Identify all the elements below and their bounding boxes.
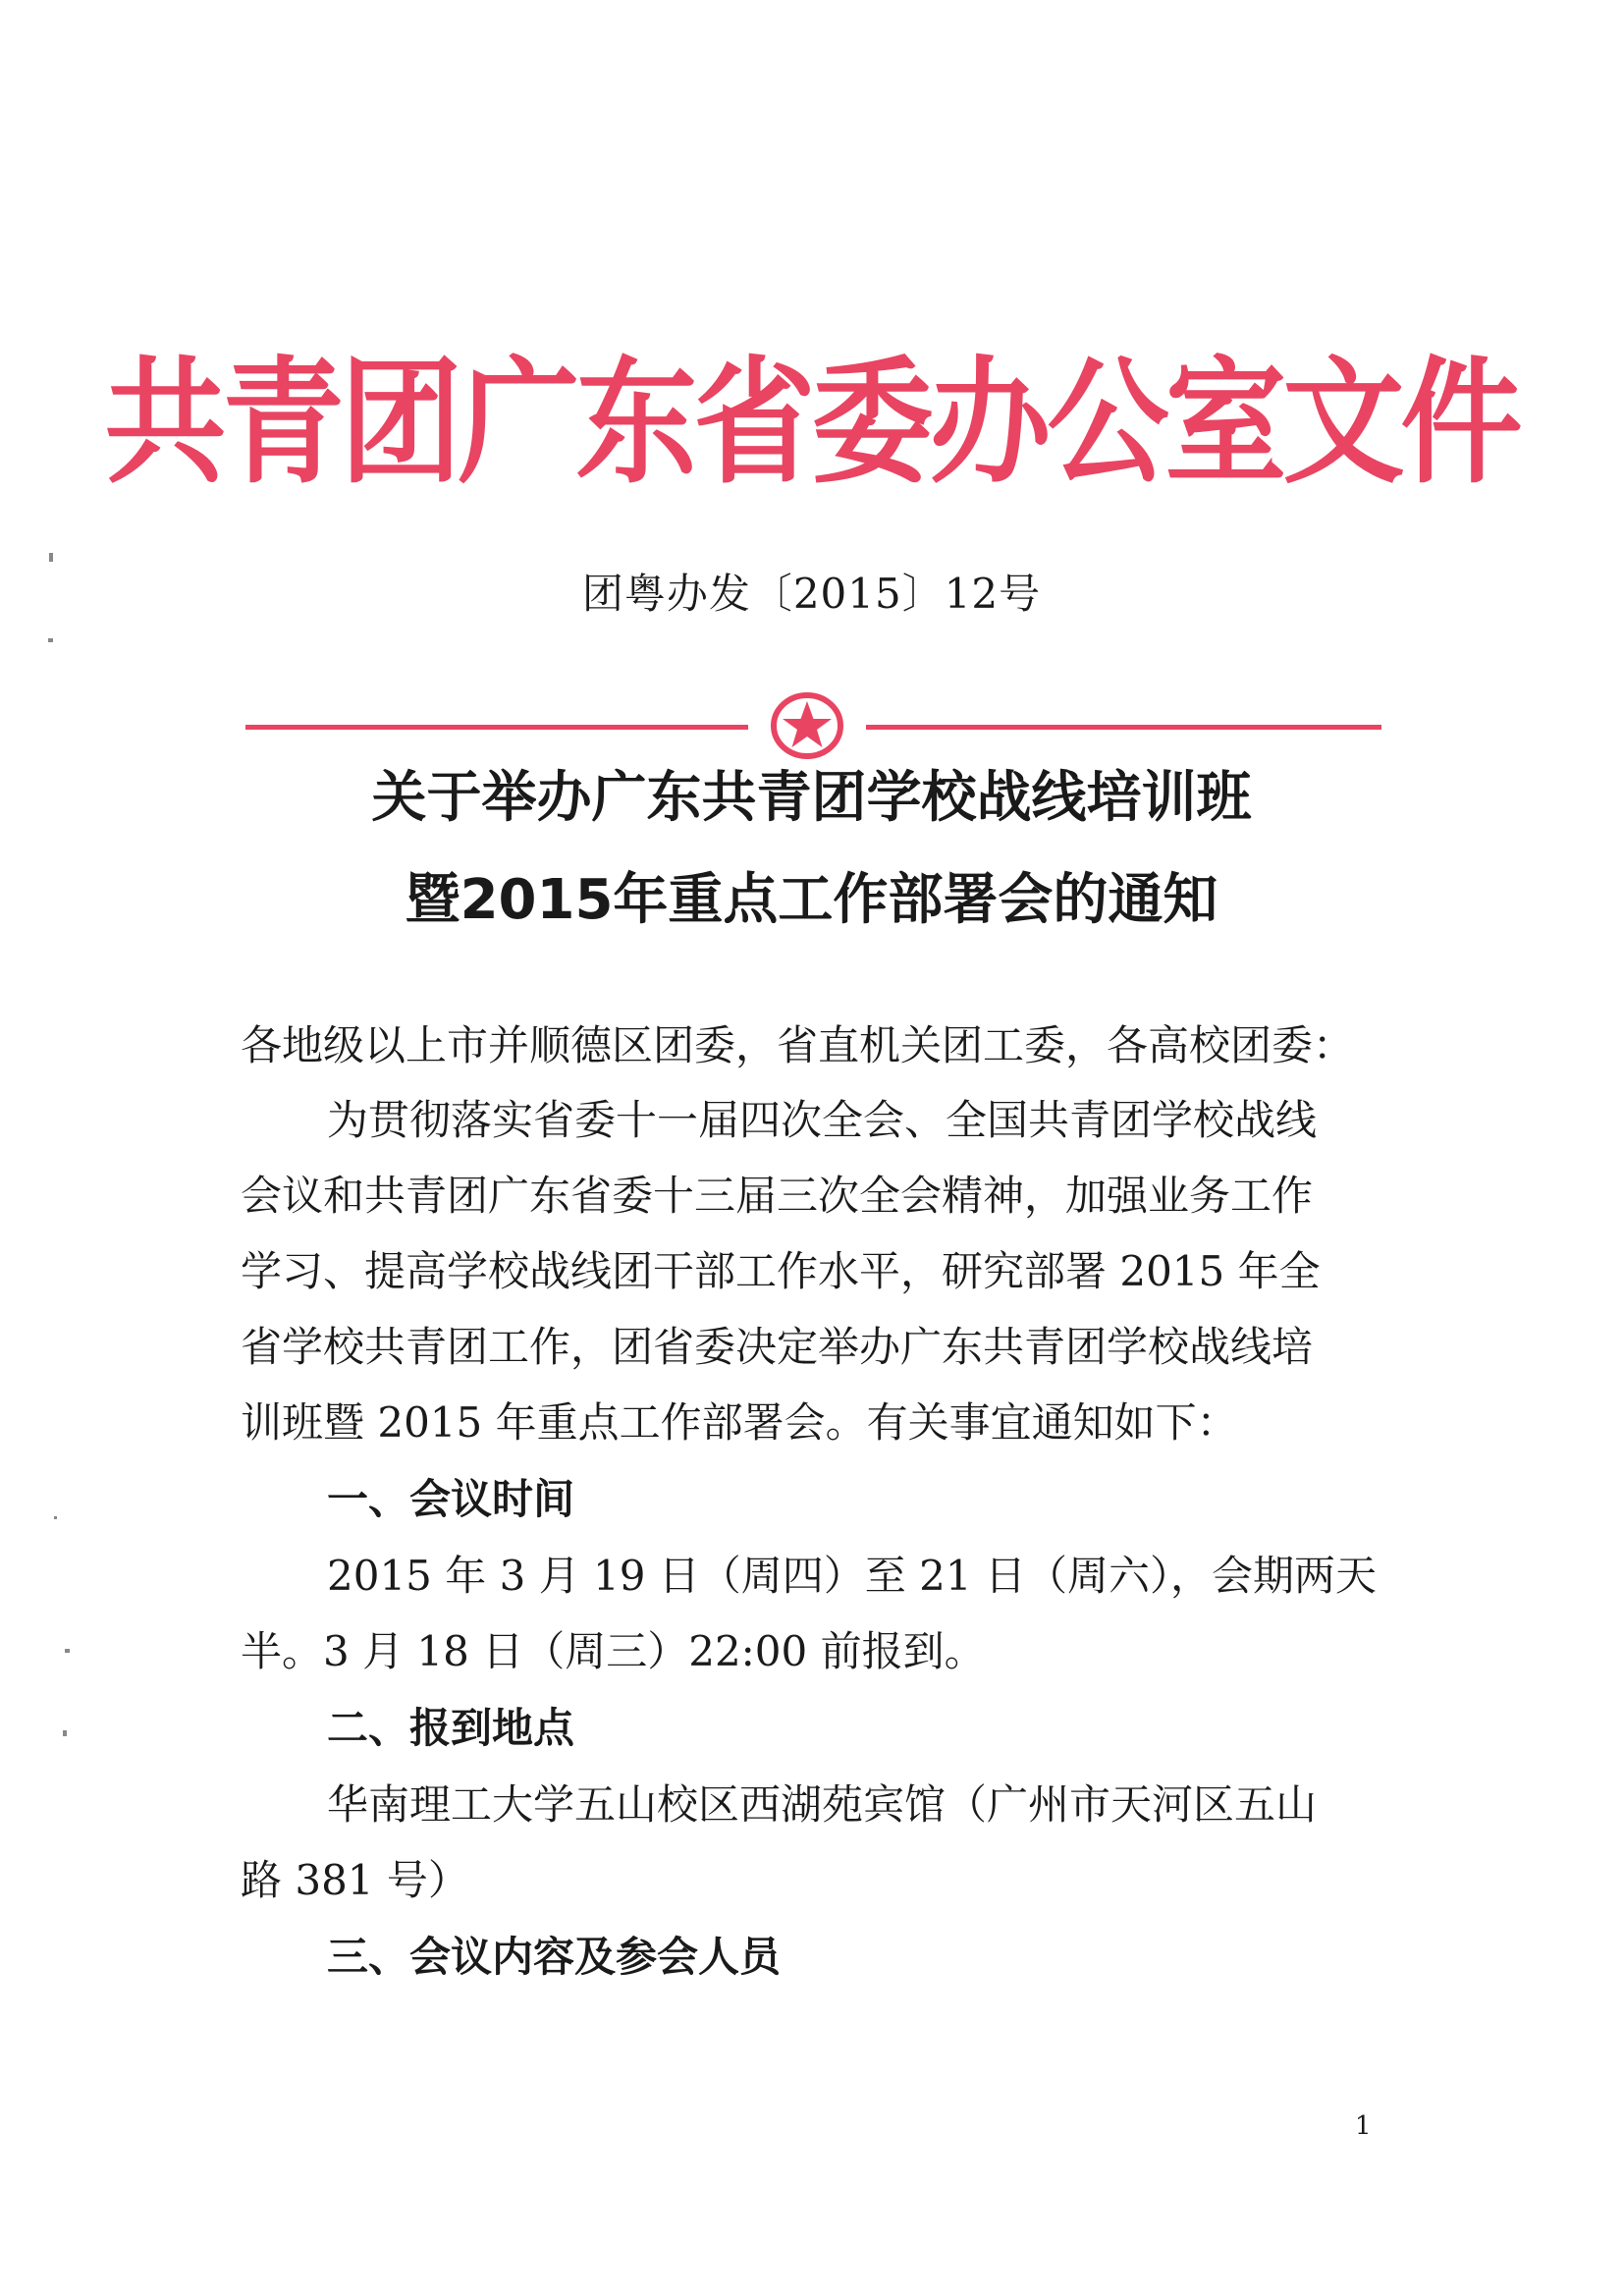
intro-line: 为贯彻落实省委十一届四次全会、全国共青团学校战线 — [327, 1096, 1318, 1144]
scan-speck — [63, 1730, 67, 1736]
section-1-line: 2015 年 3 月 19 日（周四）至 21 日（周六），会期两天 — [327, 1552, 1377, 1600]
scan-speck — [49, 553, 53, 562]
intro-line: 会议和共青团广东省委十三届三次全会精神，加强业务工作 — [241, 1172, 1314, 1220]
section-1-line: 半。3 月 18 日（周三）22:00 前报到。 — [241, 1627, 986, 1675]
document-number: 团粤办发〔2015〕12号 — [581, 570, 1042, 618]
star-emblem-icon — [749, 690, 865, 761]
section-heading-content: 三、会议内容及参会人员 — [327, 1933, 782, 1981]
red-separator-right — [866, 725, 1381, 730]
scan-speck — [48, 638, 53, 642]
page-number: 1 — [1355, 2111, 1372, 2141]
notice-title-line-2: 暨2015年重点工作部署会的通知 — [405, 868, 1218, 932]
section-heading-location: 二、报到地点 — [327, 1704, 575, 1752]
scan-speck — [65, 1649, 70, 1653]
addressee: 各地级以上市并顺德区团委，省直机关团工委，各高校团委： — [241, 1021, 1355, 1069]
scan-speck — [54, 1516, 57, 1519]
section-2-line: 华南理工大学五山校区西湖苑宾馆（广州市天河区五山 — [327, 1780, 1318, 1829]
intro-line: 省学校共青团工作，团省委决定举办广东共青团学校战线培 — [241, 1323, 1314, 1371]
notice-title-line-1: 关于举办广东共青团学校战线培训班 — [371, 766, 1252, 830]
intro-line: 学习、提高学校战线团干部工作水平，研究部署 2015 年全 — [241, 1247, 1321, 1295]
red-separator-left — [245, 725, 748, 730]
section-heading-time: 一、会议时间 — [327, 1475, 575, 1523]
intro-line: 训班暨 2015 年重点工作部署会。有关事宜通知如下： — [241, 1398, 1238, 1447]
document-masthead: 共青团广东省委办公室文件 — [104, 344, 1519, 503]
section-2-line: 路 381 号） — [241, 1856, 469, 1904]
star-icon — [783, 701, 832, 747]
